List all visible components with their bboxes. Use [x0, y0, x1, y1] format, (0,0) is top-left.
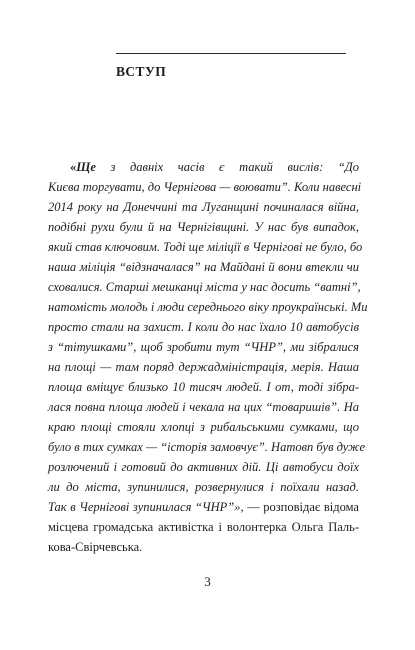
quote-line: на площі — там поряд держадміністрація, мерія. Наша: [48, 360, 359, 374]
quote-line: який став ключовим. Тоді ще міліції в Чернігові не було, бо: [48, 240, 363, 254]
quote-line: наша міліція “відзначалася” на Майдані й вони втекли чи: [48, 260, 359, 274]
quote-ending: Так в Чернігові зупинилася “ЧНР”»: [48, 500, 241, 514]
quote-attribution-intro: , — розповідає відома: [240, 500, 359, 514]
quote-line: площа вміщує близько 10 тисяч людей. І от, тоді зібра-: [48, 380, 359, 394]
attribution-line: місцева громадська активістка і волонтерка Ольга Паль-: [48, 520, 359, 534]
quote-line: натомість молодь і люди середнього віку проукраїнські. Ми: [48, 300, 368, 314]
quote-line-wrap: розлючений і готовий до активних дій. Ці автобуси доїх: [48, 460, 359, 474]
drop-letters: Ще: [76, 160, 96, 174]
quote-line: лася повна площа людей і чекала на цих “товаришів”. На: [48, 400, 359, 414]
quote-line: Києва торгувати, до Чернігова — воювати”. Коли навесні: [48, 180, 362, 194]
attribution-line: кова-Свірчевська.: [48, 540, 143, 554]
quote-line: [48, 497, 359, 517]
quote-line: 2014 року на Донеччині та Луганщині починалася війна,: [48, 200, 359, 214]
quote-line: просто стали на захист. І коли до нас їхало 10 автобусів: [48, 320, 359, 334]
page-number: 3: [204, 574, 211, 589]
quote-line: було в тих сумках — “історія замовчує”. Натовп був дуже: [48, 440, 366, 454]
top-rule: [116, 53, 346, 54]
quote-first-rest: з давніх часів є такий вислів: “До: [95, 160, 359, 174]
quote-line-wrap: ли до міста, зупинилися, розвернулися і поїхали назад.: [48, 480, 359, 494]
chapter-title: ВСТУП: [116, 64, 167, 79]
quote-line: краю площі стояли хлопці з рибальськими сумками, що: [48, 420, 359, 434]
quote-line: з “тітушками”, щоб зробити тут “ЧНР”, ми зібралися: [48, 340, 359, 354]
quote-line: подібні рухи були й на Чернігівщині. У нас був випадок,: [48, 220, 359, 234]
opening-guillemet: «: [70, 160, 77, 174]
quote-line: [70, 157, 359, 177]
quote-line: сховалися. Старші мешканці міста у нас досить “ватні”,: [48, 280, 361, 294]
